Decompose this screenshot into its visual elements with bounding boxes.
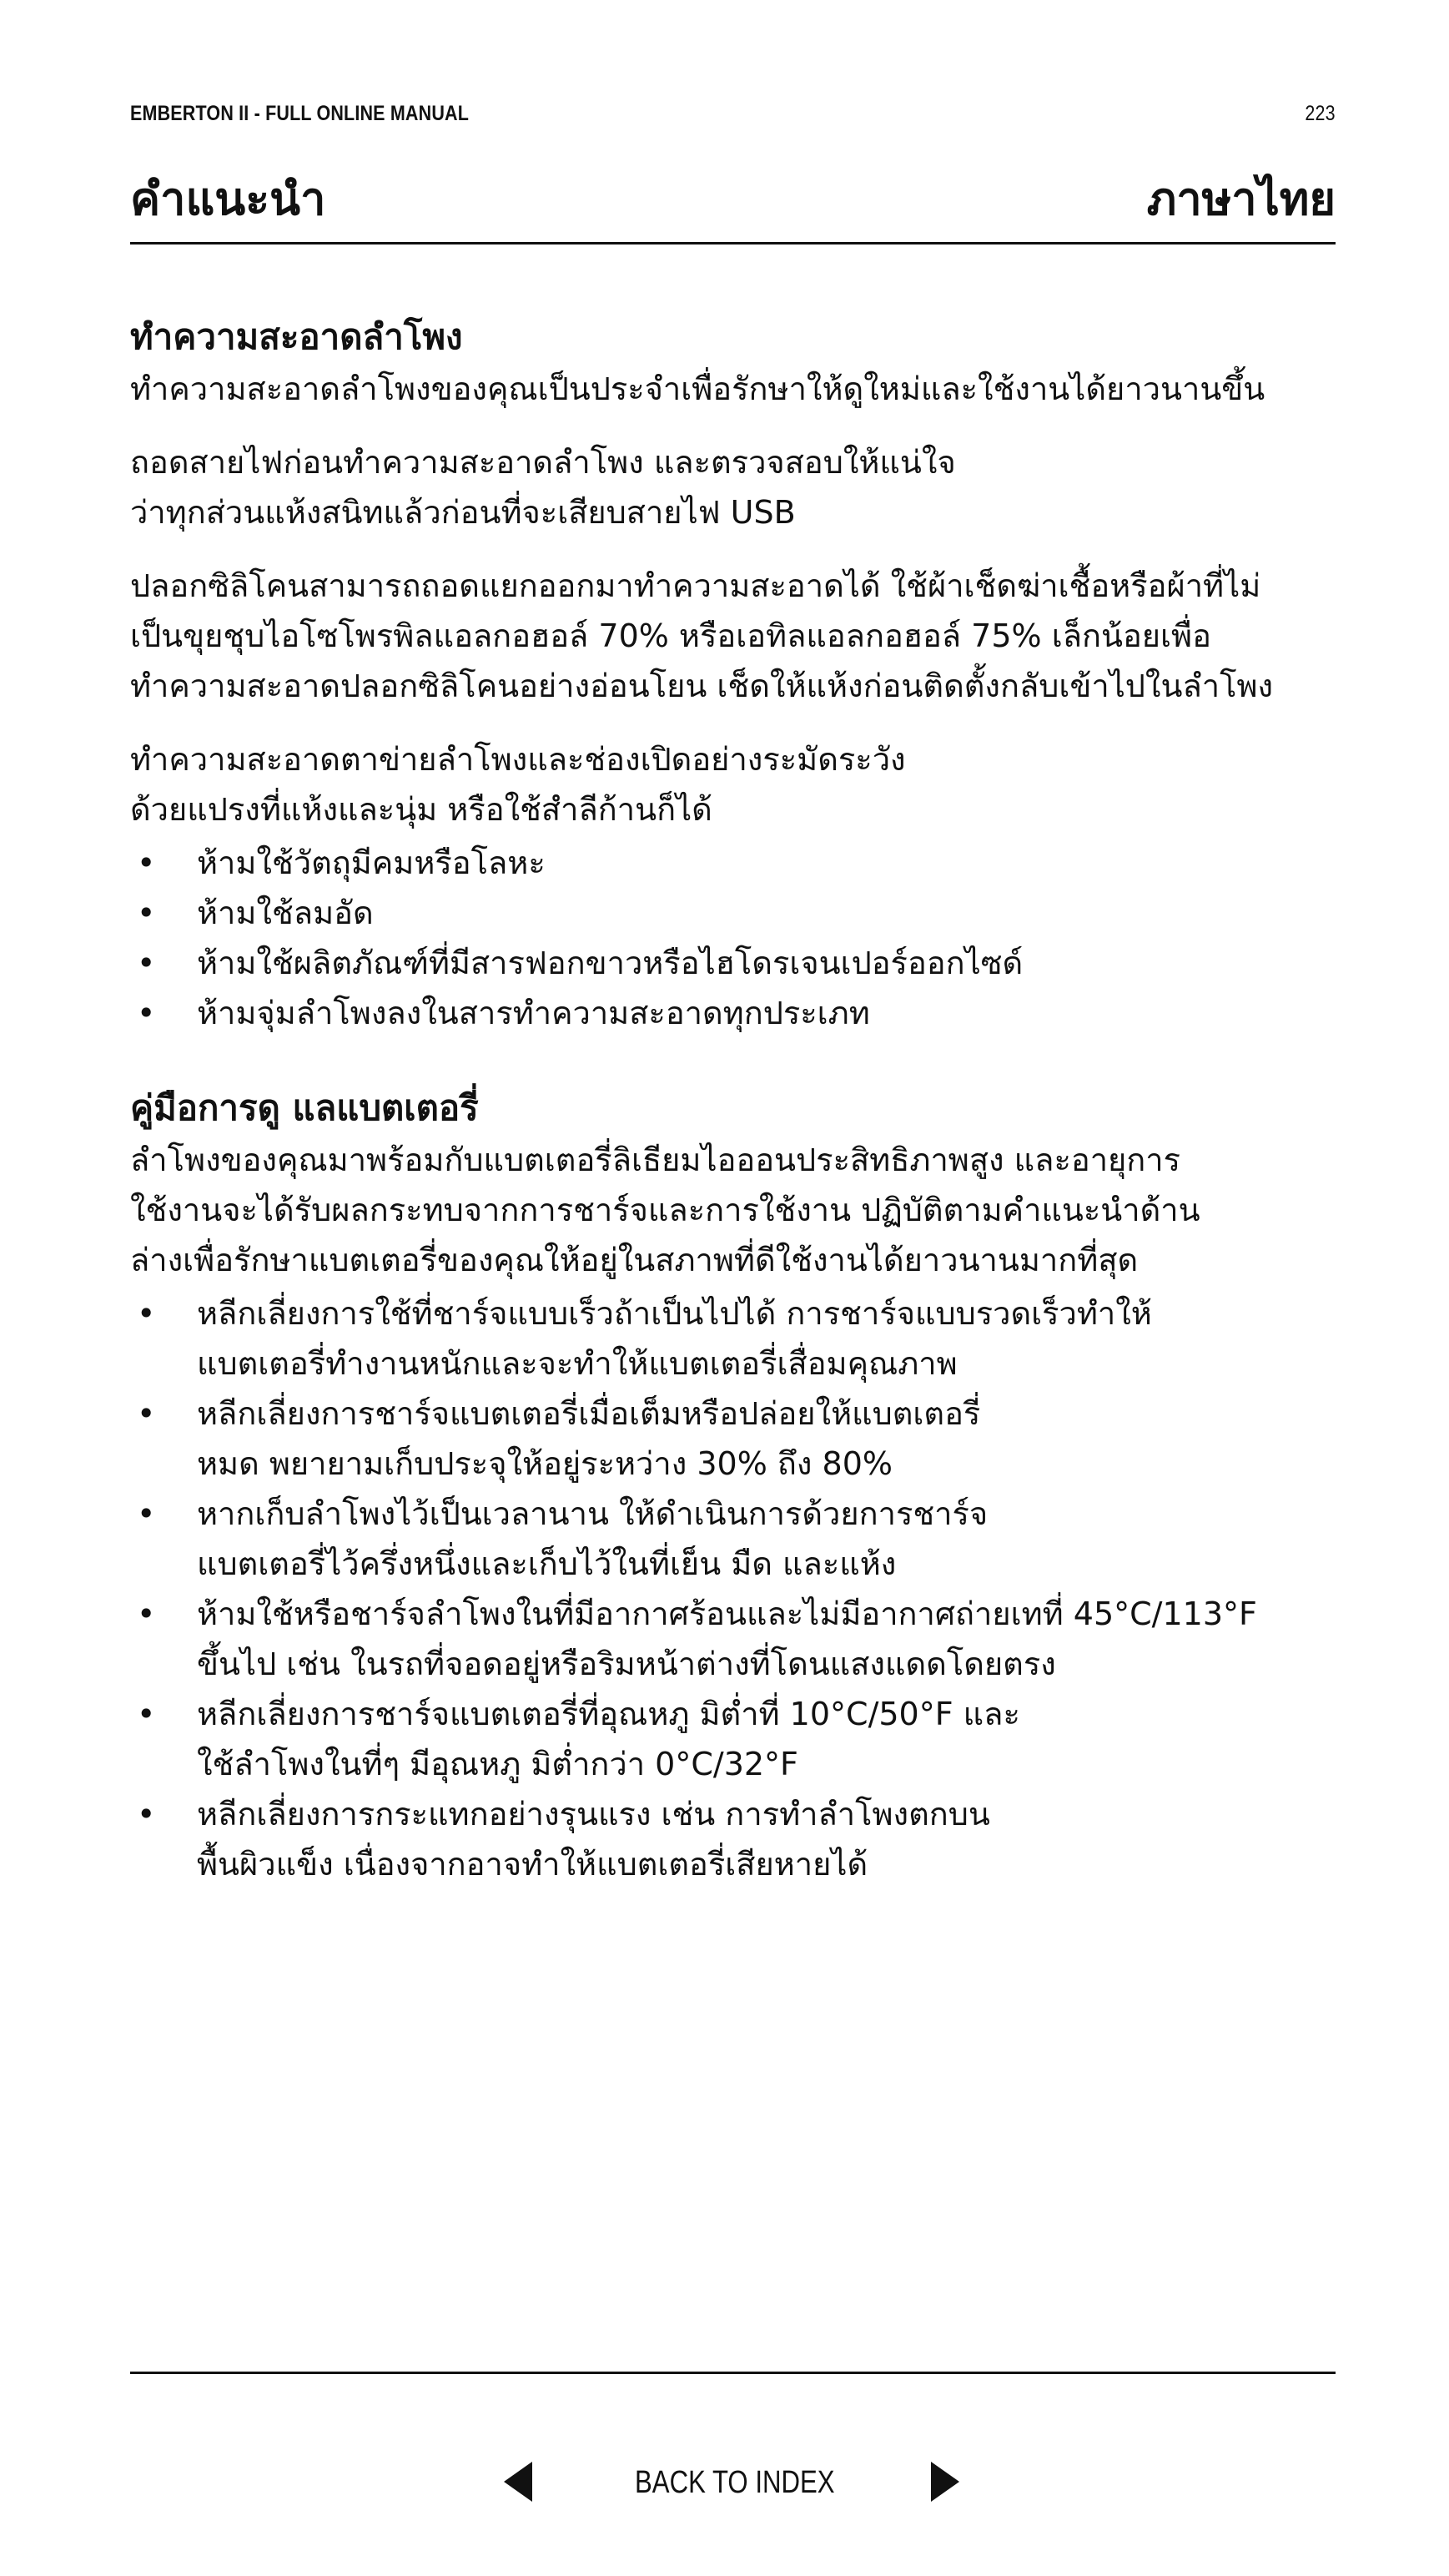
top-bar — [130, 102, 1336, 126]
triangle-right-icon[interactable] — [931, 2462, 959, 2502]
list-item: • หากเก็บลำโพงไว้เป็นเวลานาน ให้ดำเนินการด้วยการชาร์จ แบตเตอรี่ไว้ครึ่งหนึ่งและเก็บไว้ในที่เย็น มืด และแห้ง — [130, 1489, 1336, 1589]
bullet-icon: • — [137, 945, 156, 981]
bullet-icon: • — [137, 1295, 156, 1332]
page-number: 223 — [1305, 102, 1336, 125]
battery-heading: คู่มือการดู แลแบตเตอรี่ — [130, 1087, 479, 1128]
cleaning-section — [130, 310, 1336, 1038]
title-row — [130, 163, 1336, 234]
header-divider — [130, 242, 1336, 244]
main-content — [130, 310, 1336, 1889]
bullet-icon: • — [137, 1696, 156, 1732]
battery-bullet-list — [130, 1288, 1336, 1889]
cleaning-paragraph: ถอดสายไฟก่อนทำความสะอาดลำโพง และตรวจสอบให้แน่ใจ ว่าทุกส่วนแห้งสนิทแล้วก่อนที่จะเสียบสายไฟ USB — [130, 444, 956, 531]
cleaning-paragraph: ปลอกซิลิโคนสามารถถอดแยกออกมาทำความสะอาดได้ ใช้ผ้าเช็ดฆ่าเชื้อหรือผ้าที่ไม่ เป็นขุยชุบไอโซโพรพิลแอลกอฮอล์ 70% หรือเอทิลแอลกอฮอล์ 75% เล็กน้อยเพื่อ ทำความสะอาดปลอกซิลิโคนอย่างอ่อนโยน เช็ดให้แห้งก่อนติดตั้งกลับเข้าไปในลำโพง — [130, 567, 1274, 704]
bullet-icon: • — [137, 844, 156, 881]
cleaning-paragraph: ทำความสะอาดตาข่ายลำโพงและช่องเปิดอย่างระมัดระวัง ด้วยแปรงที่แห้งและนุ่ม หรือใช้สำลีก้านก็ได้ — [130, 741, 906, 828]
cleaning-paragraph: ทำความสะอาดลำโพงของคุณเป็นประจำเพื่อรักษาให้ดูใหม่และใช้งานได้ยาวนานขึ้น — [130, 371, 1265, 407]
bullet-icon: • — [137, 1796, 156, 1832]
list-item: • ห้ามจุ่มลำโพงลงในสารทำความสะอาดทุกประเภท — [130, 988, 1336, 1038]
list-item: • หลีกเลี่ยงการกระแทกอย่างรุนแรง เช่น การทำลำโพงตกบน พื้นผิวแข็ง เนื่องจากอาจทำให้แบตเตอรี่เสียหายได้ — [130, 1789, 1336, 1889]
battery-section — [130, 1081, 1336, 1889]
section-title: คำแนะนำ — [130, 173, 326, 225]
list-item: • ห้ามใช้ลมอัด — [130, 888, 1336, 938]
bullet-icon: • — [137, 1495, 156, 1532]
bullet-icon: • — [137, 995, 156, 1031]
section-spacer — [130, 1038, 1336, 1081]
triangle-left-icon[interactable] — [504, 2462, 532, 2502]
language-label: ภาษาไทย — [1146, 173, 1336, 225]
bullet-icon: • — [137, 1395, 156, 1432]
list-item: • หลีกเลี่ยงการชาร์จแบตเตอรี่เมื่อเต็มหรือปล่อยให้แบตเตอรี่ หมด พยายามเก็บประจุให้อยู่ระหว่าง 30% ถึง 80% — [130, 1389, 1336, 1489]
manual-page — [130, 0, 1336, 2576]
footer-divider — [130, 2372, 1336, 2374]
list-item: • หลีกเลี่ยงการใช้ที่ชาร์จแบบเร็วถ้าเป็นไปได้ การชาร์จแบบรวดเร็วทำให้ แบตเตอรี่ทำงานหนักและจะทำให้แบตเตอรี่เสื่อมคุณภาพ — [130, 1288, 1336, 1389]
battery-intro: ลำโพงของคุณมาพร้อมกับแบตเตอรี่ลิเธียมไอออนประสิทธิภาพสูง และอายุการ ใช้งานจะได้รับผลกระทบจากการชาร์จและการใช้งาน ปฏิบัติตามคำแนะนำด้าน ล่างเพื่อรักษาแบตเตอรี่ของคุณให้อยู่ในสภาพที่ดีใช้งานได้ยาวนานมากที่สุด — [130, 1142, 1200, 1278]
document-title: EMBERTON II - FULL ONLINE MANUAL — [130, 102, 470, 125]
list-item: • ห้ามใช้ผลิตภัณฑ์ที่มีสารฟอกขาวหรือไฮโดรเจนเปอร์ออกไซด์ — [130, 938, 1336, 988]
list-item: • ห้ามใช้วัตถุมีคมหรือโลหะ — [130, 838, 1336, 888]
list-item: • หลีกเลี่ยงการชาร์จแบตเตอรี่ที่อุณหภู มิต่ำที่ 10°C/50°F และ ใช้ลำโพงในที่ๆ มีอุณหภู มิต่ำกว่า 0°C/32°F — [130, 1689, 1336, 1789]
footer-navigation — [130, 2453, 1336, 2512]
bullet-icon: • — [137, 895, 156, 931]
cleaning-bullet-list — [130, 838, 1336, 1038]
list-item: • ห้ามใช้หรือชาร์จลำโพงในที่มีอากาศร้อนและไม่มีอากาศถ่ายเทที่ 45°C/113°F ขึ้นไป เช่น ในรถที่จอดอยู่หรือริมหน้าต่างที่โดนแสงแดดโดยตรง — [130, 1589, 1336, 1689]
cleaning-heading: ทำความสะอาดลำโพง — [130, 316, 463, 357]
back-to-index-link[interactable]: BACK TO INDEX — [635, 2465, 835, 2500]
bullet-icon: • — [137, 1596, 156, 1632]
